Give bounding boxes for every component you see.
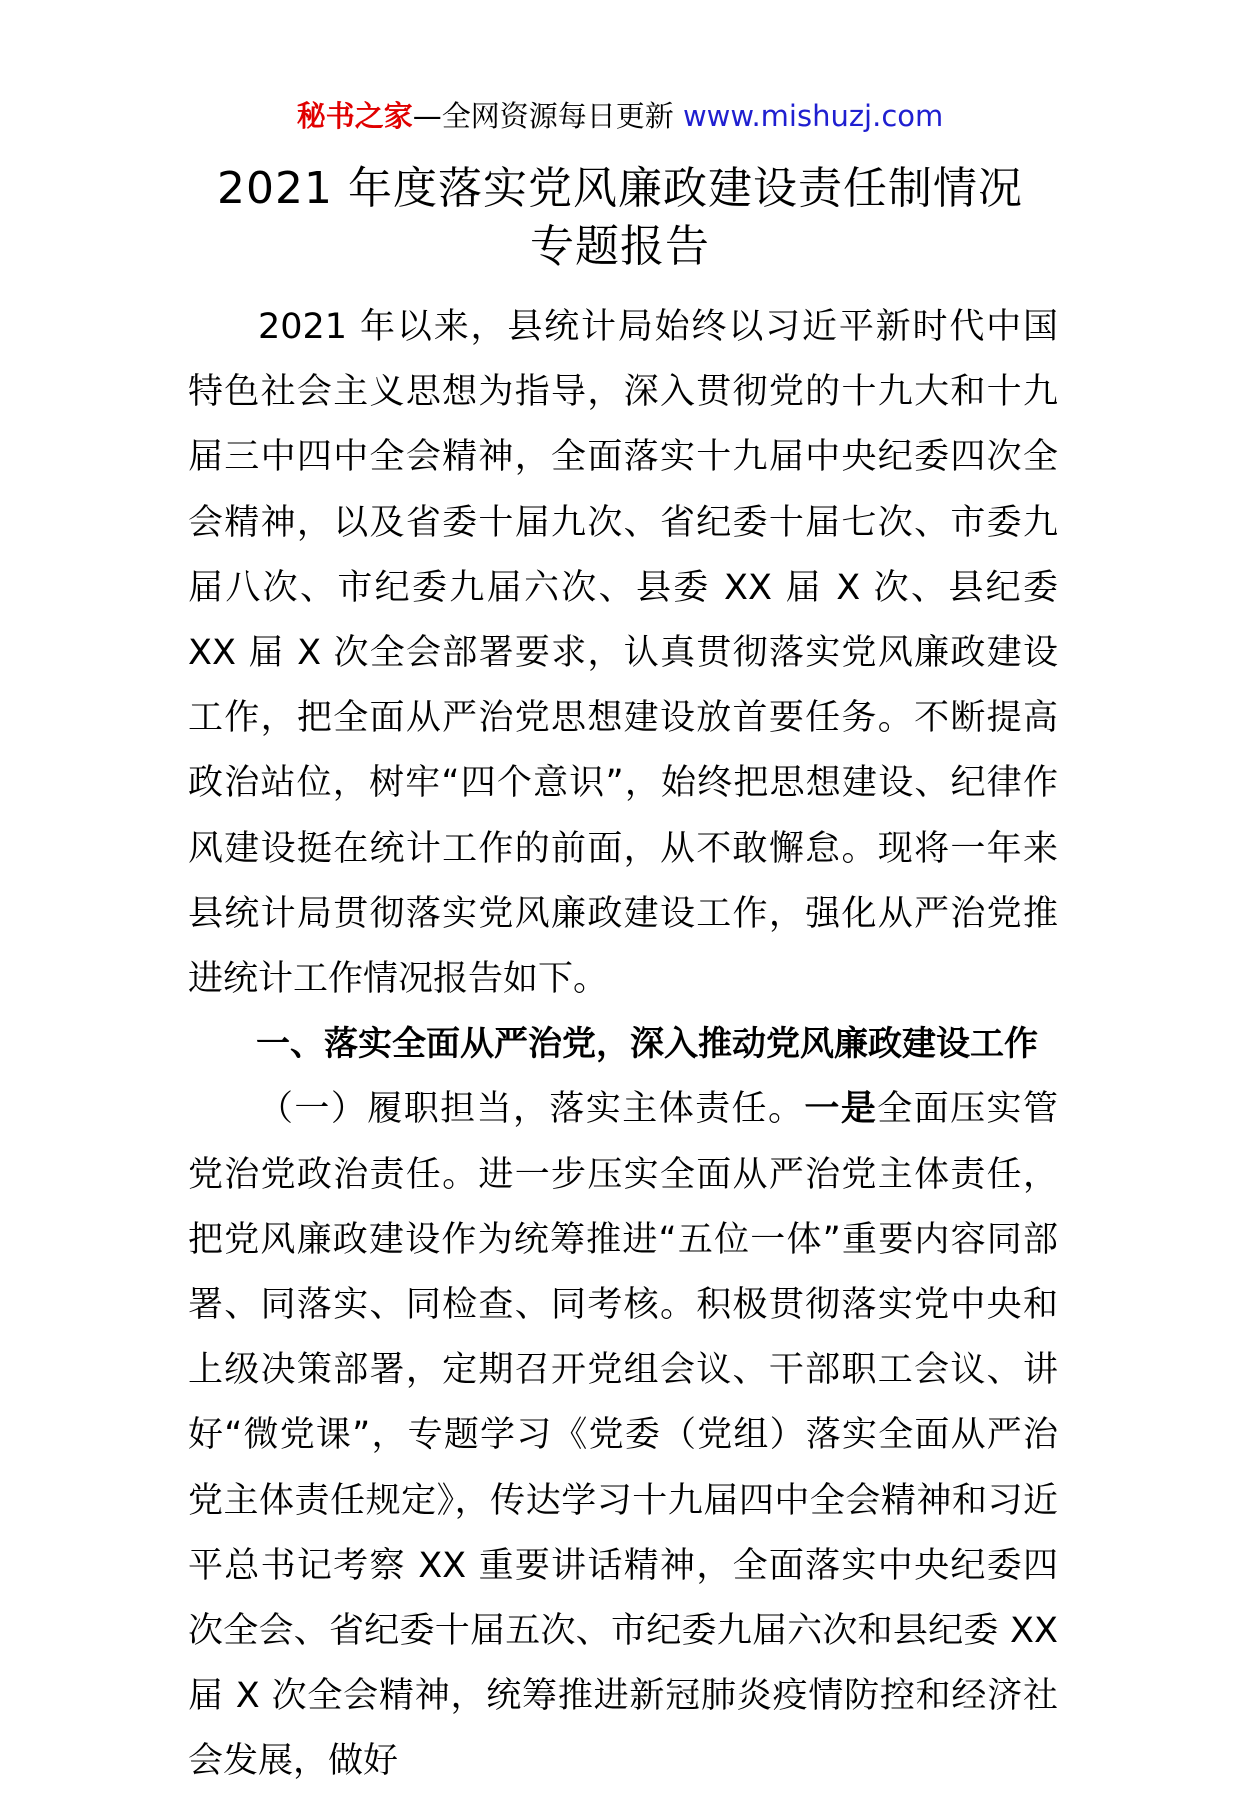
document-title xyxy=(150,160,1090,276)
subsection-1-paragraph xyxy=(188,1077,1058,1794)
document-body xyxy=(188,295,1058,1795)
subsection-1-lead: 一是 xyxy=(804,1089,878,1130)
subsection-1-text: 全面压实管党治党政治责任。进一步压实全面从严治党主体责任，把党风廉政建设作为统筹推进“五位一体”重要内容同部署、同落实、同检查、同考核。积极贯彻落实党中央和上级决策部署，定期召开党组会议、干部职工会议、讲好“微党课”，专题学习《党委（党组）落实全面从严治党主体责任规定》，传达学习十九届四中全会精神和习近平总书记考察 XX 重要讲话精神，全面落实中央纪委四次全会、省纪委十届五次、市纪委九届六次和县纪委 XX 届 X 次全会精神，统筹推进新冠肺炎疫情防控和经济社会发展，做好 xyxy=(188,1089,1058,1782)
section-1-heading: 一、落实全面从严治党，深入推动党风廉政建设工作 xyxy=(256,1024,1038,1065)
intro-paragraph: 2021 年以来，县统计局始终以习近平新时代中国特色社会主义思想为指导，深入贯彻党的十九大和十九届三中四中全会精神，全面落实十九届中央纪委四次全会精神，以及省委十届九次、省纪委十届七次、市委九届八次、市纪委九届六次、县委 XX 届 X 次、县纪委 XX 届 X 次全会部署要求，认真贯彻落实党风廉政建设工作，把全面从严治党思想建设放首要任务。不断提高政治站位，树牢“四个意识”，始终把思想建设、纪律作风建设挺在统计工作的前面，从不敢懈怠。现将一年来县统计局贯彻落实党风廉政建设工作，强化从严治党推进统计工作情况报告如下。 xyxy=(188,307,1058,1000)
subsection-1-title: （一）履职担当，落实主体责任。 xyxy=(258,1089,805,1130)
site-tagline: —全网资源每日更新 xyxy=(412,99,674,133)
site-url-link[interactable]: www.mishuzj.com xyxy=(682,99,944,133)
site-brand: 秘书之家 xyxy=(296,99,413,133)
site-header xyxy=(0,96,1240,136)
document-title-line-1: 2021 年度落实党风廉政建设责任制情况 xyxy=(217,163,1023,214)
document-title-line-2: 专题报告 xyxy=(530,221,710,272)
